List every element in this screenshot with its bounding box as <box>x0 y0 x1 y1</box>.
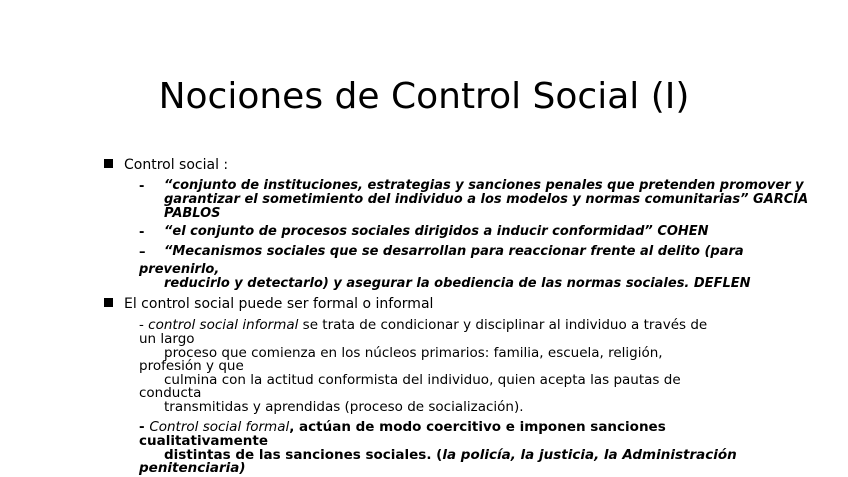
informal-line: proceso que comienza en los núcleos primarios: familia, escuela, religión, <box>164 345 663 361</box>
informal-line: transmitidas y aprendidas (proceso de socialización). <box>164 399 524 415</box>
informal-line: profesión y que <box>139 358 244 374</box>
bullet-formal-informal <box>104 296 433 313</box>
square-bullet-icon <box>104 159 113 168</box>
dash-marker: – <box>139 245 146 260</box>
formal-line: penitenciaria) <box>139 460 246 476</box>
formal-line <box>139 420 666 434</box>
definition-line: garantizar el sometimiento del individuo a los modelos y normas comunitarias” GARCIA <box>164 192 809 207</box>
dash-marker: - <box>139 317 149 333</box>
informal-term: control social informal <box>148 317 299 333</box>
formal-term: Control social formal <box>149 419 290 435</box>
informal-line <box>139 318 707 332</box>
formal-text: , actúan de modo coercitivo e imponen sanciones <box>289 419 666 435</box>
slide-title: Nociones de Control Social (I) <box>158 76 690 117</box>
definition-line: reducirlo y detectarlo) y asegurar la obediencia de las normas sociales. DEFLEN <box>164 276 751 291</box>
informal-line: un largo <box>139 331 195 347</box>
formal-text: distintas de las sanciones sociales. ( <box>164 447 443 463</box>
definition-line: PABLOS <box>164 206 221 221</box>
formal-line <box>164 448 737 462</box>
informal-text: se trata de condicionar y disciplinar al individuo a través de <box>298 317 708 333</box>
definition-line: “conjunto de instituciones, estrategias y sanciones penales que pretenden promover y <box>164 178 804 193</box>
definition-line: “el conjunto de procesos sociales dirigidos a inducir conformidad” COHEN <box>164 224 709 239</box>
bullet-label: Control social : <box>124 157 229 173</box>
formal-examples: la policía, la justicia, la Administración <box>442 447 737 463</box>
bullet-label: El control social puede ser formal o informal <box>124 296 434 312</box>
formal-line: cualitativamente <box>139 433 268 449</box>
informal-line: conducta <box>139 385 202 401</box>
informal-line: culmina con la actitud conformista del individuo, quien acepta las pautas de <box>164 372 681 388</box>
square-bullet-icon <box>104 298 113 307</box>
bullet-control-social <box>104 157 228 174</box>
definition-line: “Mecanismos sociales que se desarrollan para reaccionar frente al delito (para <box>164 244 744 259</box>
dash-marker: - <box>139 419 150 435</box>
dash-marker: - <box>139 179 145 194</box>
definition-line: prevenirlo, <box>139 262 220 277</box>
dash-marker: - <box>139 225 145 240</box>
